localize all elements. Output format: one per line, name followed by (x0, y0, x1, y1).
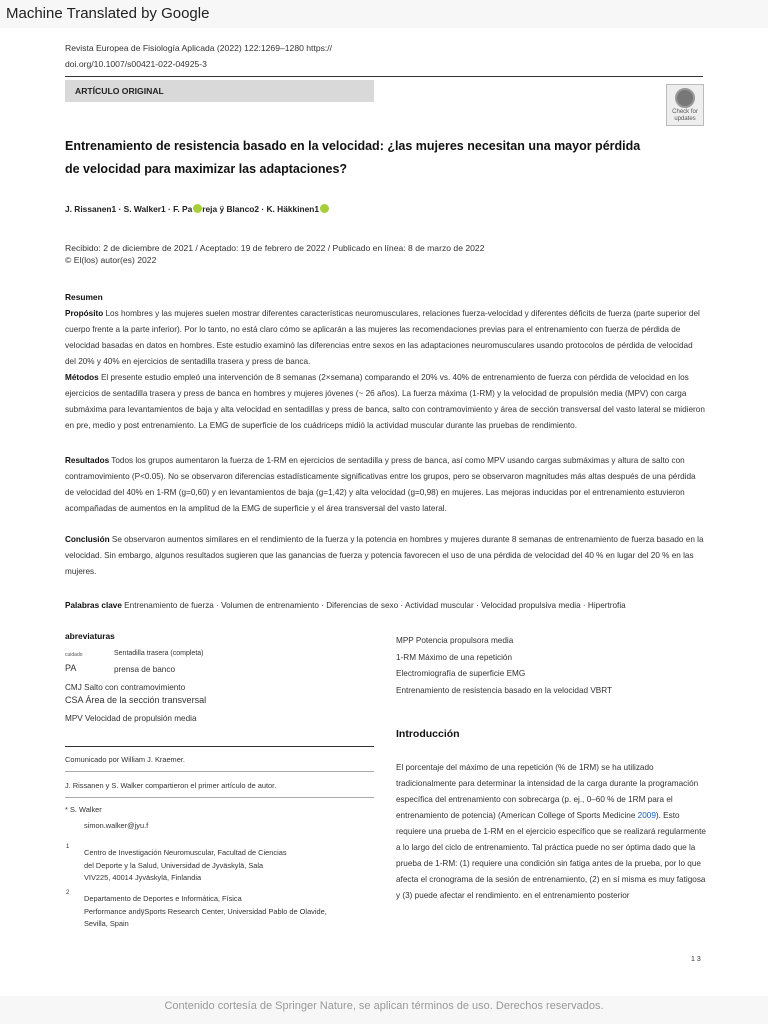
corresponding-author (65, 805, 102, 814)
citation-link[interactable]: 2009 (637, 811, 656, 820)
abstract-heading: Resumen (65, 292, 103, 302)
corresponding-email[interactable]: simon.walker@jyu.f (84, 821, 149, 830)
abbreviations-heading: abreviaturas (65, 631, 115, 641)
corresponding-name: S. Walker (69, 805, 102, 814)
abbr-entry: Electromiografía de superficie EMG (396, 669, 526, 678)
abbr-term: cuidado (65, 652, 83, 658)
paper-title: Entrenamiento de resistencia basado en la velocidad: ¿las mujeres necesitan una mayor pérdida de velocidad para maximizar las adaptaciones? (65, 139, 641, 176)
document-page (0, 28, 768, 996)
article-type-banner (65, 80, 374, 102)
footnote-divider (65, 797, 374, 798)
abbr-definition: Sentadilla trasera (completa) (114, 650, 204, 657)
introduction-text (396, 760, 708, 904)
abbr-entry: 1-RM Máximo de una repetición (396, 652, 513, 662)
affiliation-2 (84, 893, 327, 931)
abbr-entry: CSA Área de la sección transversal (65, 695, 207, 705)
doi-link[interactable]: doi.org/10.1007/s00421-022-04925-3 (65, 59, 207, 69)
abbr-entry: MPP Potencia propulsora media (396, 636, 514, 645)
check-updates-icon (675, 88, 695, 108)
authors-part-2: reja ÿ Blanco2 · K. Häkkinen1 (202, 204, 320, 214)
check-updates-line-2: updates (674, 116, 696, 122)
abbr-entry: Entrenamiento de resistencia basado en la velocidad VBRT (396, 685, 613, 695)
purpose-label: Propósito (65, 309, 104, 318)
corresponding-mark: * (65, 805, 68, 814)
header-rule (65, 76, 703, 77)
affiliation-line: Sevilla, Spain (84, 919, 129, 928)
journal-citation (65, 40, 332, 72)
banner-text: Machine Translated by Google (6, 5, 210, 22)
abbreviations-left (65, 650, 365, 730)
article-type: ARTÍCULO ORIGINAL (75, 86, 164, 96)
journal-line-1: Revista Europea de Fisiología Aplicada (2022) 122:1269–1280 https:// (65, 43, 333, 53)
translation-banner (0, 0, 768, 28)
abbr-entry: MPV Velocidad de propulsión media (65, 714, 197, 723)
abstract-purpose-methods (65, 306, 705, 434)
affiliation-line: VIV225, 40014 Jyväskylä, Finlandia (84, 873, 202, 882)
keywords-text: Entrenamiento de fuerza · Volumen de entrenamiento · Diferencias de sexo · Actividad muscular · Velocidad propulsiva media · Hipertrofia (121, 601, 626, 610)
methods-label: Métodos (65, 373, 99, 382)
affiliation-number: 1 (66, 844, 70, 850)
authors-part-1: J. Rissanen1 · S. Walker1 · F. Pa (65, 204, 193, 214)
affiliation-line: Departamento de Deportes e Informática, Física (84, 894, 242, 903)
abstract-results (65, 453, 705, 517)
page-number: 1 3 (691, 956, 701, 963)
received-dates: Recibido: 2 de diciembre de 2021 / Aceptado: 19 de febrero de 2022 / Publicado en línea: 8 de marzo de 2022 (65, 243, 485, 253)
keywords-label: Palabras clave (65, 601, 122, 610)
conclusion-label: Conclusión (65, 535, 110, 544)
copyright: © El(los) autor(es) 2022 (65, 255, 157, 265)
abbr-definition: prensa de banco (114, 665, 175, 674)
affiliation-line: Performance andÿSports Research Center, Universidad Pablo de Olavide, (84, 906, 327, 916)
methods-text: El presente estudio empleó una intervención de 8 semanas (2×semana) comparando el 20% vs. 40% de entrenamiento de fuerza con pérdida de velocidad en los ejercicios de sentadilla trasera y press de banca en hombres y mujeres jóvenes (~ 26 años). La fuerza máxima (1-RM) y la velocidad de propulsión media (MPV) con carga submáxima para levantamientos de baja y alta velocidad en sentadillas y press de banca, salto con contramovimiento y área de sección transversal del vasto lateral se midieron en pre, medio y post entrenamiento. La EMG de superficie de los cuádriceps midió la actividad muscular durante las pruebas de rendimiento. (65, 373, 705, 430)
affiliation-line: Centro de Investigación Neuromuscular, Facultad de Ciencias (84, 848, 287, 857)
communicated-by: Comunicado por William J. Kraemer. (65, 755, 185, 764)
abstract-conclusion (65, 532, 705, 580)
footnote-rule (65, 746, 374, 747)
intro-text-b: ). Esto requiere una prueba de 1-RM en el ejercicio específico que se realizará regularmente a lo largo del ciclo de entrenamiento. Tal práctica puede no ser óptima dado que la prueba de 1-RM: (1) requiere una condición sin fatiga antes de la prueba, por lo que afecta el cronograma de la sesión de entrenamiento, (2) en sí misma es muy fatigosa y (3) puede afectar el rendimiento. en el entrenamiento posterior (396, 811, 706, 900)
abbr-entry: CMJ Salto con contramovimiento (65, 683, 186, 692)
check-for-updates-button[interactable] (666, 84, 704, 126)
footnote-divider (65, 771, 374, 772)
conclusion-text: Se observaron aumentos similares en el rendimiento de la fuerza y la potencia en hombres y mujeres durante 8 semanas de entrenamiento de fuerza basado en la velocidad. Sin embargo, algunos resultados sugieren que las ganancias de fuerza y potencia favorecen el uso de una pérdida de velocidad del 40 % en lugar del 20 % en las mujeres. (65, 535, 704, 576)
abbreviations-right (396, 633, 612, 699)
affiliation-number: 2 (66, 890, 70, 896)
copyright-footer: Contenido cortesía de Springer Nature, se aplican términos de uso. Derechos reservados. (164, 1000, 604, 1012)
orcid-icon[interactable] (193, 204, 202, 213)
author-list (65, 204, 329, 214)
affiliation-1 (84, 847, 287, 885)
check-updates-line-1: Check for (672, 109, 698, 115)
results-text: Todos los grupos aumentaron la fuerza de 1-RM en ejercicios de sentadilla y press de banca, así como MPV usando cargas submáximas y altura de salto con contramovimiento (P<0.05). No se observaron diferencias estadísticamente significativas entre los grupos, pero se observaron magnitudes más altas después de una pérdida de velocidad del 40% en 1-RM (g=0,60) y en levantamientos de baja (g=1,42) y alta velocidad (g=0,98) en mujeres. Las mejoras inducidas por el entrenamiento estuvieron acompañadas de aumentos en la amplitud de la EMG de superficie y el área transversal del vasto lateral. (65, 456, 696, 513)
intro-text-a: El porcentaje del máximo de una repetición (% de 1RM) se ha utilizado tradicionalmente para determinar la intensidad de la carga durante la programación específica del entrenamiento con sobrecarga (p. ej., 0–60 % de 1RM para el entrenamiento de potencia) (American College of Sports Medicine (396, 763, 699, 820)
results-label: Resultados (65, 456, 110, 465)
orcid-icon[interactable] (320, 204, 329, 213)
keywords (65, 598, 705, 614)
publication-dates (65, 242, 484, 266)
abbr-term: PA (65, 663, 77, 673)
introduction-heading: Introducción (396, 728, 460, 740)
affiliation-line: del Deporte y la Salud, Universidad de Jyväskylä, Sala (84, 860, 264, 870)
shared-authorship: J. Rissanen y S. Walker compartieron el primer artículo de autor. (65, 781, 277, 790)
purpose-text: Los hombres y las mujeres suelen mostrar diferentes características neuromusculares, relaciones fuerza-velocidad y diferentes déficits de fuerza (parte superior del cuerpo frente a la parte inferior). Por lo tanto, no está claro cómo se aplicarán a las mujeres las recomendaciones previas para el entrenamiento con fuerza de pérdida de velocidad basadas en datos en hombres. Este estudio examinó las diferencias entre sexos en las adaptaciones neuromusculares usando protocolos de pérdida de velocidad del 20% y 40% en ejercicios de sentadilla trasera y press de banca. (65, 309, 700, 366)
